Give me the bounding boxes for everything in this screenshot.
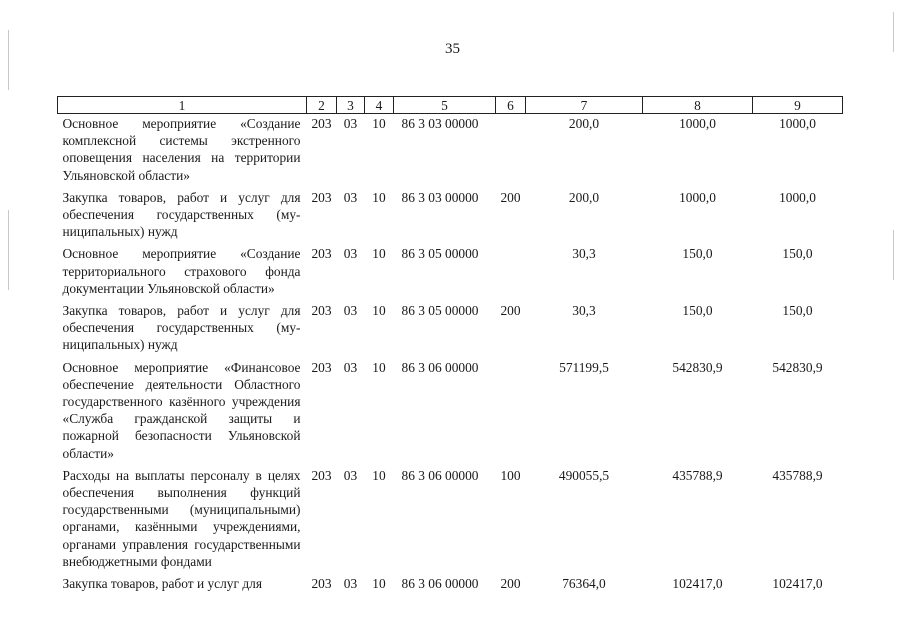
table-header-row bbox=[58, 97, 843, 114]
row-cell-c5: 86 3 05 00000 bbox=[401, 303, 479, 319]
table-body bbox=[58, 114, 843, 597]
row-cell-c3: 03 bbox=[343, 116, 358, 131]
row-cell-c2: 203 bbox=[311, 246, 332, 262]
row-cell-c7: 30,3 bbox=[572, 303, 596, 319]
column-header-2: 2 bbox=[307, 97, 337, 114]
row-cell-c6: 100 bbox=[500, 467, 521, 483]
budget-table bbox=[57, 96, 843, 596]
row-cell-c4: 10 bbox=[372, 116, 386, 131]
row-cell-c8: 542830,9 bbox=[672, 359, 723, 375]
row-cell-c4: 10 bbox=[372, 576, 386, 592]
column-header-9: 9 bbox=[753, 97, 843, 114]
row-cell-c4: 10 bbox=[372, 303, 386, 319]
row-cell-c7: 200,0 bbox=[568, 189, 600, 205]
row-cell-c3: 03 bbox=[343, 576, 358, 592]
row-name: Закупка товаров, работ и услуг для обеспечения государственных (муниципальных) нужд bbox=[62, 303, 301, 353]
row-cell-c4: 10 bbox=[372, 359, 386, 375]
row-cell-c3: 03 bbox=[343, 246, 358, 262]
row-cell-c5: 86 3 03 00000 bbox=[401, 189, 479, 205]
row-cell-c9: 102417,0 bbox=[772, 576, 823, 592]
table-row bbox=[58, 301, 843, 358]
row-cell-c6: 200 bbox=[500, 189, 521, 205]
row-cell-c3: 03 bbox=[343, 189, 358, 205]
scan-artifact bbox=[893, 12, 894, 52]
row-cell-c2: 203 bbox=[311, 359, 332, 375]
row-cell-c3: 03 bbox=[343, 359, 358, 375]
row-cell-c7: 490055,5 bbox=[558, 467, 610, 483]
row-name: Закупка товаров, работ и услуг для обеспечения государственных (муниципальных) нужд bbox=[62, 189, 301, 240]
row-cell-c2: 203 bbox=[311, 116, 332, 131]
row-cell-c8: 1000,0 bbox=[679, 116, 716, 131]
row-cell-c2: 203 bbox=[311, 576, 332, 592]
row-name: Основное мероприятие «Создание территориального страхового фонда документации Ульяновской области» bbox=[62, 246, 301, 296]
row-name: Расходы на выплаты персоналу в целях обеспечения выполнения функций государственными (муниципальными) органами, казёнными учреждениями, органами управления государственными внебюджетными фондами bbox=[62, 467, 301, 569]
row-cell-c8: 1000,0 bbox=[679, 189, 716, 205]
row-cell-c3: 03 bbox=[343, 303, 358, 319]
column-header-5: 5 bbox=[394, 97, 496, 114]
row-cell-c7: 200,0 bbox=[568, 116, 600, 131]
row-cell-c9: 435788,9 bbox=[772, 467, 823, 483]
row-cell-c8: 102417,0 bbox=[672, 576, 723, 592]
row-cell-c2: 203 bbox=[311, 467, 332, 483]
page-number: 35 bbox=[445, 41, 460, 57]
row-cell-c6 bbox=[496, 358, 526, 466]
row-cell-c8: 150,0 bbox=[682, 303, 713, 319]
row-cell-c5: 86 3 06 00000 bbox=[401, 467, 479, 483]
table-row bbox=[58, 244, 843, 301]
row-cell-c9: 150,0 bbox=[782, 246, 813, 262]
row-cell-c4: 10 bbox=[372, 246, 386, 262]
row-cell-c9: 542830,9 bbox=[772, 359, 823, 375]
table-row bbox=[58, 574, 843, 596]
row-cell-c2: 203 bbox=[311, 189, 332, 205]
row-cell-c5: 86 3 03 00000 bbox=[401, 116, 479, 131]
row-cell-c5: 86 3 05 00000 bbox=[401, 246, 479, 262]
row-cell-c9: 150,0 bbox=[782, 303, 813, 319]
column-header-8: 8 bbox=[643, 97, 753, 114]
row-name: Основное мероприятие «Финансовое обеспечение деятельности Областного государственного казённого учреждения «Служба гражданской защиты и пожарной безопасности Ульяновской области» bbox=[62, 359, 301, 461]
row-cell-c9: 1000,0 bbox=[779, 116, 816, 131]
row-cell-c9: 1000,0 bbox=[779, 189, 816, 205]
row-cell-c5: 86 3 06 00000 bbox=[401, 359, 479, 375]
table-row bbox=[58, 188, 843, 245]
row-cell-c6 bbox=[496, 114, 526, 188]
row-name: Основное мероприятие «Создание комплексной системы экстренного оповещения населения на территории Ульяновской области» bbox=[62, 116, 301, 183]
row-name: Закупка товаров, работ и услуг для bbox=[62, 576, 262, 592]
table-row bbox=[58, 114, 843, 188]
column-header-3: 3 bbox=[337, 97, 365, 114]
column-header-7: 7 bbox=[526, 97, 643, 114]
column-header-1: 1 bbox=[58, 97, 307, 114]
row-cell-c4: 10 bbox=[372, 189, 386, 205]
table-row bbox=[58, 466, 843, 574]
column-header-4: 4 bbox=[365, 97, 394, 114]
row-cell-c6: 200 bbox=[500, 576, 521, 592]
table-row bbox=[58, 358, 843, 466]
row-cell-c7: 571199,5 bbox=[559, 359, 609, 375]
row-cell-c3: 03 bbox=[343, 467, 358, 483]
row-cell-c7: 30,3 bbox=[572, 246, 596, 262]
scan-artifact bbox=[8, 210, 9, 290]
row-cell-c5: 86 3 06 00000 bbox=[401, 576, 479, 592]
scan-artifact bbox=[8, 30, 9, 90]
row-cell-c2: 203 bbox=[311, 303, 332, 319]
row-cell-c4: 10 bbox=[372, 467, 386, 483]
scan-artifact bbox=[893, 230, 894, 280]
row-cell-c7: 76364,0 bbox=[562, 576, 606, 592]
row-cell-c6 bbox=[496, 244, 526, 301]
row-cell-c8: 435788,9 bbox=[672, 467, 723, 483]
row-cell-c6: 200 bbox=[500, 303, 521, 319]
row-cell-c8: 150,0 bbox=[682, 246, 713, 262]
column-header-6: 6 bbox=[496, 97, 526, 114]
